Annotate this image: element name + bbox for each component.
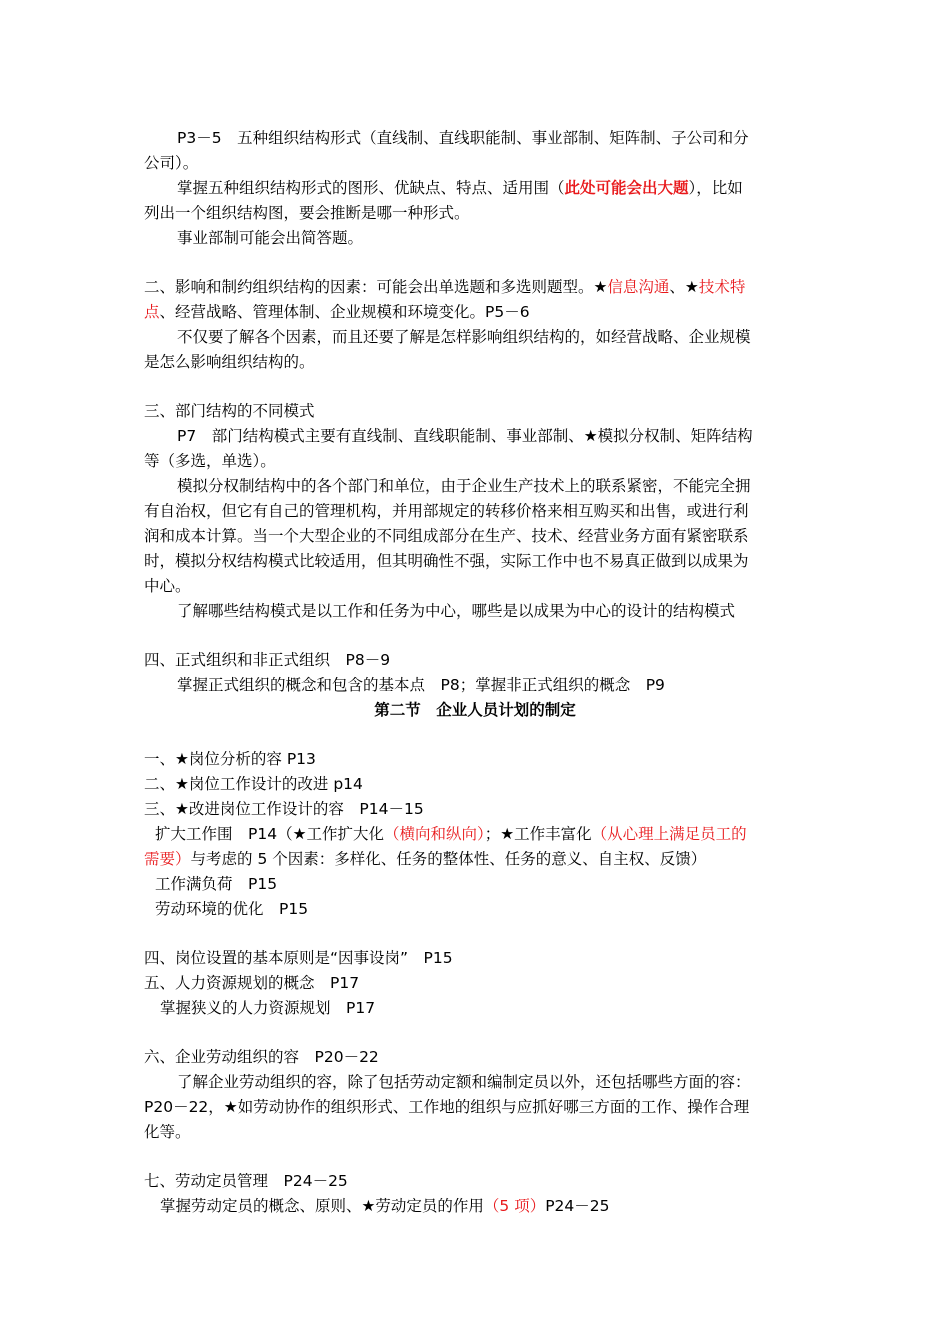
text-line bbox=[144, 301, 530, 323]
text-line bbox=[177, 177, 743, 199]
text-line bbox=[160, 997, 375, 1019]
highlighted-text: 技术特 bbox=[698, 278, 746, 296]
text-line bbox=[177, 674, 665, 696]
text-line bbox=[144, 152, 198, 174]
text-line bbox=[144, 550, 749, 572]
text-span: 工作满负荷 P15 bbox=[155, 875, 278, 893]
text-span: 四、岗位设置的基本原则是“因事设岗” P15 bbox=[144, 949, 453, 967]
text-span: P7 部门结构模式主要有直线制、直线职能制、事业部制、★模拟分权制、矩阵结构 bbox=[177, 427, 753, 445]
text-span: P3－5 五种组织结构形式（直线制、直线职能制、事业部制、矩阵制、子公司和分 bbox=[177, 129, 749, 147]
text-span: 掌握正式组织的概念和包含的基本点 P8；掌握非正式组织的概念 P9 bbox=[177, 676, 665, 694]
highlighted-text: 此处可能会出大题 bbox=[564, 179, 689, 197]
text-span: 扩大工作围 P14（★工作扩大化 bbox=[155, 825, 384, 843]
text-span: 掌握劳动定员的概念、原则、★劳动定员的作用 bbox=[160, 1197, 484, 1215]
text-line bbox=[144, 276, 745, 298]
text-line bbox=[160, 1195, 610, 1217]
text-span: 了解企业劳动组织的容，除了包括劳动定额和编制定员以外，还包括哪些方面的容： bbox=[177, 1073, 751, 1091]
text-line bbox=[177, 1071, 751, 1093]
text-span: 公司）。 bbox=[144, 154, 199, 172]
text-span: 中心。 bbox=[144, 577, 191, 595]
text-span: 化等。 bbox=[144, 1123, 191, 1141]
text-line bbox=[177, 475, 751, 497]
text-line bbox=[155, 873, 277, 895]
text-span: 五、人力资源规划的概念 P17 bbox=[144, 974, 360, 992]
text-span: 六、企业劳动组织的容 P20－22 bbox=[144, 1048, 379, 1066]
text-line bbox=[144, 1170, 348, 1192]
text-span: 二、★岗位工作设计的改进 p14 bbox=[144, 775, 363, 793]
text-span: 、★ bbox=[669, 278, 699, 296]
text-line bbox=[144, 400, 315, 422]
text-span: P24－25 bbox=[545, 1197, 610, 1215]
text-line bbox=[144, 450, 276, 472]
text-line bbox=[144, 351, 315, 373]
text-span: 不仅要了解各个因素，而且还要了解是怎样影响组织结构的，如经营战略、企业规模 bbox=[177, 328, 751, 346]
text-span: 七、劳动定员管理 P24－25 bbox=[144, 1172, 348, 1190]
text-line bbox=[177, 425, 753, 447]
highlighted-text: 信息沟通 bbox=[607, 278, 670, 296]
text-span: 二、影响和制约组织结构的因素：可能会出单选题和多选则题型。★ bbox=[144, 278, 608, 296]
text-line bbox=[144, 748, 316, 770]
text-line bbox=[144, 848, 706, 870]
highlighted-text: （5 项） bbox=[483, 1197, 546, 1215]
text-span: 时，模拟分权结构模式比较适用，但其明确性不强，实际工作中也不易真正做到以成果为 bbox=[144, 552, 749, 570]
text-span: ；★工作丰富化 bbox=[484, 825, 592, 843]
text-line bbox=[144, 1046, 379, 1068]
text-line bbox=[177, 227, 363, 249]
text-span: 掌握五种组织结构形式的图形、优缺点、特点、适用围（ bbox=[177, 179, 565, 197]
text-line bbox=[144, 1096, 749, 1118]
text-span: 四、正式组织和非正式组织 P8－9 bbox=[144, 651, 391, 669]
highlighted-text: 需要） bbox=[144, 850, 191, 868]
text-span: 模拟分权制结构中的各个部门和单位，由于企业生产技术上的联系紧密，不能完全拥 bbox=[177, 477, 751, 495]
text-span: 与考虑的 5 个因素：多样化、任务的整体性、任务的意义、自主权、反馈） bbox=[190, 850, 707, 868]
text-line bbox=[144, 798, 424, 820]
text-span: 劳动环境的优化 P15 bbox=[155, 900, 309, 918]
text-span: ），比如 bbox=[688, 179, 743, 197]
text-span: 三、部门结构的不同模式 bbox=[144, 402, 315, 420]
text-line bbox=[144, 202, 470, 224]
text-line bbox=[144, 972, 359, 994]
highlighted-text: （从心理上满足员工的 bbox=[591, 825, 747, 843]
text-line bbox=[144, 500, 749, 522]
text-line bbox=[155, 898, 308, 920]
section-heading bbox=[0, 699, 950, 721]
text-span: 掌握狭义的人力资源规划 P17 bbox=[160, 999, 376, 1017]
text-span: P20－22，★如劳动协作的组织形式、工作地的组织与应抓好哪三方面的工作、操作合理 bbox=[144, 1098, 750, 1116]
text-line bbox=[177, 326, 751, 348]
text-line bbox=[144, 947, 453, 969]
text-span: 一、★岗位分析的容 P13 bbox=[144, 750, 316, 768]
text-span: 是怎么影响组织结构的。 bbox=[144, 353, 315, 371]
text-span: 事业部制可能会出简答题。 bbox=[177, 229, 364, 247]
highlighted-text: （横向和纵向） bbox=[383, 825, 485, 843]
text-line bbox=[155, 823, 747, 845]
text-span: 第二节 企业人员计划的制定 bbox=[374, 701, 576, 719]
text-line bbox=[177, 600, 735, 622]
text-line bbox=[144, 649, 390, 671]
text-line bbox=[144, 575, 191, 597]
text-span: 等（多选，单选）。 bbox=[144, 452, 276, 470]
text-line bbox=[144, 525, 749, 547]
text-span: 、经营战略、管理体制、企业规模和环境变化。P5－6 bbox=[159, 303, 530, 321]
text-span: 列出一个组织结构图，要会推断是哪一种形式。 bbox=[144, 204, 470, 222]
highlighted-text: 点 bbox=[144, 303, 160, 321]
text-line bbox=[144, 773, 363, 795]
text-span: 有自治权，但它有自己的管理机构，并用部规定的转移价格来相互购买和出售，或进行利 bbox=[144, 502, 749, 520]
text-span: 了解哪些结构模式是以工作和任务为中心，哪些是以成果为中心的设计的结构模式 bbox=[177, 602, 736, 620]
text-span: 润和成本计算。当一个大型企业的不同组成部分在生产、技术、经营业务方面有紧密联系 bbox=[144, 527, 749, 545]
text-line bbox=[144, 1121, 191, 1143]
text-line bbox=[177, 127, 749, 149]
text-span: 三、★改进岗位工作设计的容 P14－15 bbox=[144, 800, 424, 818]
